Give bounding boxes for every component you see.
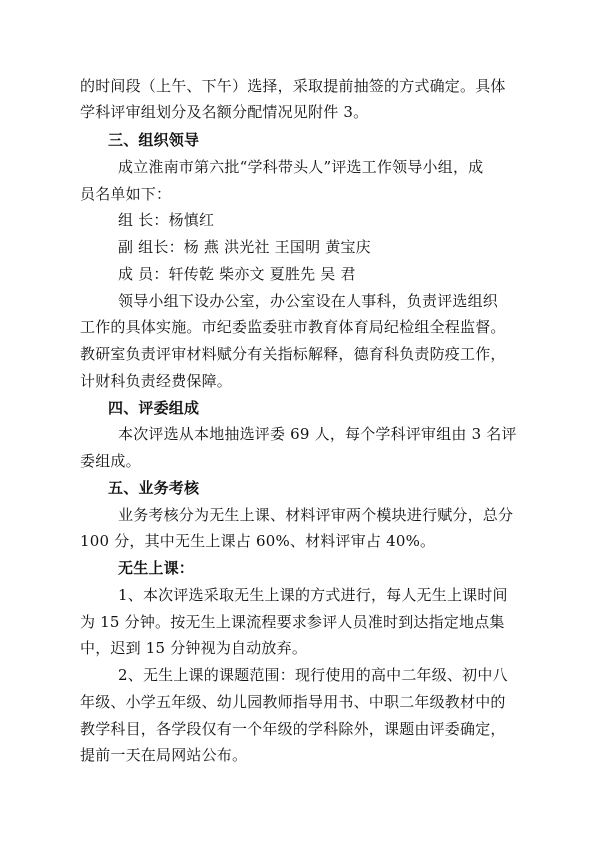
text-line: 的时间段（上午、下午）选择，采取提前抽签的方式确定。具体 (80, 77, 506, 95)
member-line: 副 组长：杨 燕 洪光社 王国明 黄宝庆 (118, 238, 371, 256)
text-line: 年级、小学五年级、幼儿园教师指导用书、中职二年级教材中的 (80, 693, 506, 711)
text-line: 领导小组下设办公室，办公室设在人事科，负责评选组织 (118, 292, 499, 310)
text-line: 教研室负责评审材料赋分有关指标解释，德育科负责防疫工作， (80, 345, 506, 363)
text-line: 工作的具体实施。市纪委监委驻市教育体育局纪检组全程监督。 (80, 318, 506, 336)
text-line: 为 15 分钟。按无生上课流程要求参评人员准时到达指定地点集 (80, 613, 505, 631)
text-line: 委组成。 (80, 452, 141, 470)
section-heading: 五、业务考核 (108, 479, 200, 497)
section-heading: 三、组织领导 (108, 131, 200, 149)
text-line: 2、无生上课的课题范围：现行使用的高中二年级、初中八 (118, 666, 508, 684)
text-line: 本次评选从本地抽选评委 69 人，每个学科评审组由 3 名评 (118, 425, 517, 443)
text-line: 成立淮南市第六批“学科带头人”评选工作领导小组，成 (118, 158, 484, 176)
member-line: 成 员：轩传乾 柴亦文 夏胜先 吴 君 (118, 265, 356, 283)
text-line: 100 分，其中无生上课占 60%、材料评审占 40%。 (80, 532, 436, 550)
text-line: 中，迟到 15 分钟视为自动放弃。 (80, 639, 308, 657)
member-line: 组 长：杨慎红 (118, 211, 215, 229)
text-line: 业务考核分为无生上课、材料评审两个模块进行赋分，总分 (118, 506, 514, 524)
text-line: 教学科目，各学段仅有一个年级的学科除外，课题由评委确定， (80, 720, 506, 738)
section-heading: 四、评委组成 (108, 399, 200, 417)
text-line: 员名单如下： (80, 185, 172, 203)
text-line: 提前一天在局网站公布。 (80, 746, 248, 764)
text-line: 学科评审组划分及名额分配情况见附件 3。 (80, 103, 369, 121)
text-line: 1、本次评选采取无生上课的方式进行，每人无生上课时间 (118, 586, 508, 604)
text-line: 计财科负责经费保障。 (80, 372, 233, 390)
subsection-heading: 无生上课： (118, 559, 195, 577)
